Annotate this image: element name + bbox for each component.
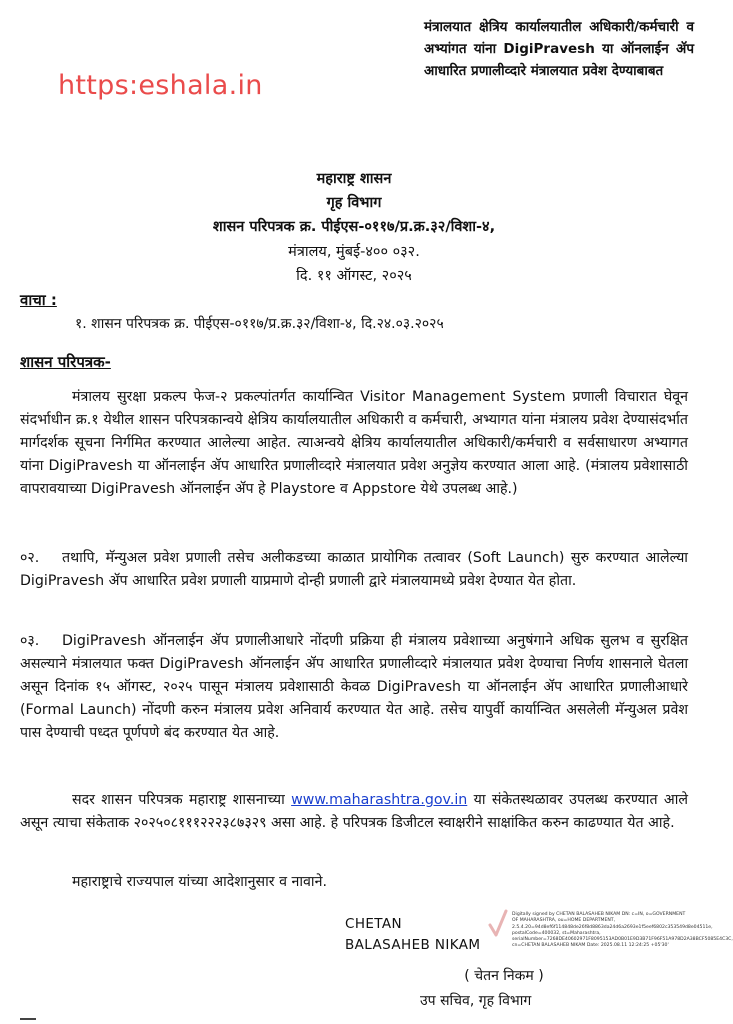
page-footer-mark (20, 1018, 36, 1020)
signatory-designation: उप सचिव, गृह विभाग (420, 993, 532, 1009)
paragraph-1: मंत्रालय सुरक्षा प्रकल्प फेज-२ प्रकल्पांतर्गत कार्यान्वित Visitor Management System प्रणाली विचारात घेवून संदर्भाधीन क्र.१ येथील शासन परिपत्रकान्वये क्षेत्रिय कार्यालयातील अधिकारी व कर्मचारी, अभ्यागत यांना मंत्रालय प्रवेश देण्यासंदर्भात मार्गदर्शक सूचना निर्गमित करण्यात आलेल्या आहेत. त्याअन्वये क्षेत्रिय कार्यालयातील अधिकारी/कर्मचारी व सर्वसाधारण अभ्यागत यांना DigiPravesh या ऑनलाईन ॲप आधारित प्रणालीव्दारे मंत्रालयात प्रवेश अनुज्ञेय करण्यात आला आहे. (मंत्रालय प्रवेशासाठी वापरावयाच्या DigiPravesh ऑनलाईन ॲप हे Playstore व Appstore येथे उपलब्ध आहे.) (20, 389, 688, 497)
signatory-name-line1: CHETAN (345, 916, 403, 932)
signatory-name (345, 914, 480, 956)
website-link[interactable]: www.maharashtra.gov.in (291, 792, 468, 808)
paragraph-4-pre: सदर शासन परिपत्रक महाराष्ट्र शासनाच्या (72, 792, 285, 808)
circular-heading: शासन परिपत्रक- (20, 353, 111, 371)
reference-item: १. शासन परिपत्रक क्र. पीईएस-०११७/प्र.क्र.३२/विशा-४, दि.२४.०३.२०२५ (75, 316, 444, 332)
address: मंत्रालय, मुंबई-४०० ०३२. (288, 244, 420, 260)
paragraph-3-text: DigiPravesh ऑनलाईन ॲप प्रणालीआधारे नोंदणी प्रक्रिया ही मंत्रालय प्रवेशाच्या अनुषंगाने अधिक सुलभ व सुरक्षित असल्याने मंत्रालयात फक्त DigiPravesh ऑनलाईन ॲप आधारित प्रणालीव्दारे मंत्रालयात प्रवेश देण्याचा निर्णय शासनाले घेतला असून दिनांक १५ ऑगस्ट, २०२५ पासून मंत्रालय प्रवेशासाठी केवळ DigiPravesh या ऑनलाईन ॲप आधारित प्रणालीआधारे (Formal Launch) नोंदणी करुन मंत्रालय प्रवेश अनिवार्य करण्यात येत आहे. तसेच यापुर्वी कार्यान्वित असलेली मॅन्युअल प्रवेश पास देण्याची पध्दत पूर्णपणे बंद करण्यात येत आहे. (20, 633, 688, 741)
government-name: महाराष्ट्र शासन (316, 171, 392, 187)
circular-number: शासन परिपत्रक क्र. पीईएस-०११७/प्र.क्र.३२/विशा-४, (212, 219, 496, 235)
paragraph-2 (20, 547, 688, 593)
paragraph-2-text: तथापि, मॅन्युअल प्रवेश प्रणाली तसेच अलीकडच्या काळात प्रायोगिक तत्वावर (Soft Launch) सुरु करण्यात आलेल्या DigiPravesh ॲप आधारित प्रवेश प्रणाली याप्रमाणे दोन्ही प्रणाली द्वारे मंत्रालयामध्ये प्रवेश देण्यात येत होता. (20, 550, 688, 589)
paragraph-4-post: या संकेतस्थळावर उपलब्ध करण्यात आले असून त्याचा संकेताक २०२५०८१११२२२३८७३२९ असा आहे. हे परिपत्रक डिजीटल स्वाक्षरीने साक्षांकित करुन काढण्यात येत आहे. (20, 792, 688, 831)
reference-heading: वाचा : (20, 291, 57, 309)
circular-date: दि. ११ ऑगस्ट, २०२५ (296, 268, 412, 284)
digital-signature-check-icon (487, 905, 509, 943)
digital-signature-note: Digitally signed by CHETAN BALASAHEB NIKAM DN: c=IN, o=GOVERNMENT OF MAHARASHTRA, ou=HOME DEPARTMENT, 2.5.4.20=94d8ef6f114848de26f8d8863da24d6a2693e1f5eef6802c353549d8e04511e, postalCode=400032, st=Maharashtra, serialNumber=7268DE40602971F8095153AD0B01E9D3B71F96F51A978D2A38BCF5085E4C3C, cn=CHETAN BALASAHEB NIKAM Date: 2025.08.11 12:24:25 +05'30' (512, 912, 733, 949)
paragraph-2-number: ०२. (20, 550, 40, 566)
closing-line: महाराष्ट्राचे राज्यपाल यांच्या आदेशानुसार व नावाने. (72, 874, 327, 890)
signatory-name-line2: BALASAHEB NIKAM (345, 937, 481, 953)
paragraph-3 (20, 630, 688, 745)
signatory-name-marathi: ( चेतन निकम ) (464, 968, 544, 984)
paragraph-3-number: ०३. (20, 633, 40, 649)
watermark-text: https:eshala.in (58, 70, 263, 101)
department-name: गृह विभाग (326, 195, 382, 211)
subject-text: मंत्रालयात क्षेत्रिय कार्यालयातील अधिकारी/कर्मचारी व अभ्यांगत यांना DigiPravesh या ऑनलाईन ॲप आधारित प्रणालीव्दारे मंत्रालयात प्रवेश देण्याबाबत (424, 19, 694, 79)
paragraph-4 (20, 789, 688, 835)
